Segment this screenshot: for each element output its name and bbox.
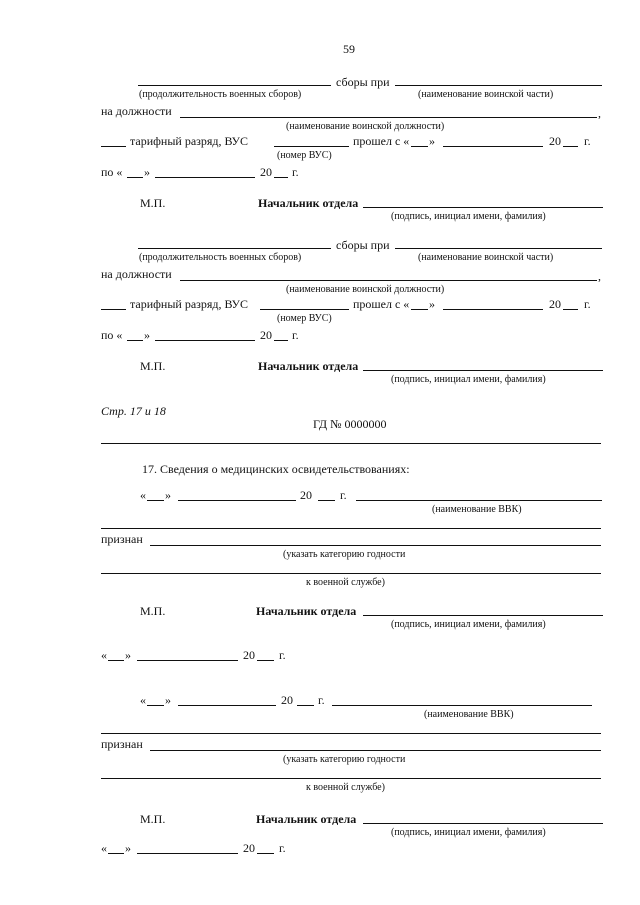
year-field[interactable] [318,500,335,501]
vvk-caption: (наименование ВВК) [424,709,514,720]
month-field[interactable] [178,705,276,706]
header-rule [101,443,601,444]
day-field[interactable] [411,309,428,310]
vus-caption: (номер ВУС) [277,150,332,161]
duration-caption: (продолжительность военных сборов) [139,252,302,263]
year-g: г. [279,648,286,662]
na-dolzhnosti-label: на должности [101,267,172,281]
category-caption: (указать категорию годности [283,549,406,560]
date-month-field[interactable] [137,853,238,854]
position-field[interactable] [180,280,597,281]
month-field[interactable] [443,309,543,310]
service-caption: к военной службе) [306,782,385,793]
priznan-label: признан [101,737,143,751]
quote-open: « [140,488,146,502]
quote-close: » [429,134,435,148]
po-label: по « [101,328,123,342]
chief-label: Начальник отдела [258,359,359,373]
year-g: г. [340,488,347,502]
year-20: 20 [281,693,293,707]
signature-field[interactable] [363,207,603,208]
year-g: г. [584,297,591,311]
year-field[interactable] [563,309,578,310]
date-year-field[interactable] [257,853,274,854]
signature-field[interactable] [363,370,603,371]
stamp-mp: М.П. [140,812,166,826]
tarif-label: тарифный разряд, ВУС [130,297,249,311]
comma: , [598,269,601,283]
quote-close: » [125,648,131,662]
category-field-2[interactable] [101,778,601,779]
section-heading: 17. Сведения о медицинских освидетельствованиях: [142,462,410,476]
vvk-field[interactable] [332,705,592,706]
date-day-field[interactable] [108,853,124,854]
duration-field[interactable] [138,85,331,86]
month-field[interactable] [443,146,543,147]
chief-label: Начальник отдела [258,196,359,210]
service-caption: к военной службе) [306,577,385,588]
signature-caption: (подпись, инициал имени, фамилия) [391,374,546,385]
vvk-field[interactable] [356,500,602,501]
po-year-field[interactable] [274,340,288,341]
po-quote-close: » [144,328,150,342]
proshel-label: прошел с « [353,297,410,311]
po-year-20: 20 [260,328,272,342]
duration-caption: (продолжительность военных сборов) [139,89,302,100]
date-month-field[interactable] [137,660,238,661]
position-caption: (наименование воинской должности) [286,121,445,132]
sbory-pri-label: сборы при [336,238,390,252]
year-20: 20 [243,841,255,855]
sbory-pri-label: сборы при [336,75,390,89]
po-month-field[interactable] [155,177,255,178]
po-year-field[interactable] [274,177,288,178]
year-g: г. [584,134,591,148]
month-field[interactable] [178,500,296,501]
date-year-field[interactable] [257,660,274,661]
position-field[interactable] [180,117,597,118]
chief-label: Начальник отдела [256,604,357,618]
year-field[interactable] [563,146,578,147]
stamp-mp: М.П. [140,196,166,210]
year-20: 20 [549,297,561,311]
proshel-label: прошел с « [353,134,410,148]
year-g: г. [279,841,286,855]
page-reference: Стр. 17 и 18 [101,404,166,418]
tarif-field[interactable] [101,309,126,310]
vvk-caption: (наименование ВВК) [432,504,522,515]
vus-field[interactable] [260,309,349,310]
po-year-20: 20 [260,165,272,179]
unit-field[interactable] [395,248,602,249]
quote-close: » [125,841,131,855]
tarif-field[interactable] [101,146,126,147]
day-field[interactable] [147,705,164,706]
day-field[interactable] [411,146,428,147]
quote-open: « [140,693,146,707]
unit-caption: (наименование воинской части) [418,89,554,100]
year-g: г. [318,693,325,707]
position-caption: (наименование воинской должности) [286,284,445,295]
vus-field[interactable] [274,146,349,147]
po-year-g: г. [292,165,299,179]
year-20: 20 [549,134,561,148]
comma: , [598,106,601,120]
po-day-field[interactable] [127,340,143,341]
chief-label: Начальник отдела [256,812,357,826]
tarif-label: тарифный разряд, ВУС [130,134,249,148]
page-number: 59 [343,42,355,56]
day-field[interactable] [147,500,164,501]
category-field[interactable] [150,750,601,751]
po-label: по « [101,165,123,179]
quote-open: « [101,841,107,855]
quote-close: » [165,693,171,707]
signature-caption: (подпись, инициал имени, фамилия) [391,827,546,838]
unit-caption: (наименование воинской части) [418,252,554,263]
po-day-field[interactable] [127,177,143,178]
duration-field[interactable] [138,248,331,249]
category-field-2[interactable] [101,573,601,574]
signature-field[interactable] [363,823,603,824]
signature-caption: (подпись, инициал имени, фамилия) [391,211,546,222]
vus-caption: (номер ВУС) [277,313,332,324]
signature-caption: (подпись, инициал имени, фамилия) [391,619,546,630]
quote-close: » [165,488,171,502]
date-day-field[interactable] [108,660,124,661]
po-quote-close: » [144,165,150,179]
extra-line[interactable] [101,528,601,529]
priznan-label: признан [101,532,143,546]
year-20: 20 [300,488,312,502]
na-dolzhnosti-label: на должности [101,104,172,118]
year-20: 20 [243,648,255,662]
category-caption: (указать категорию годности [283,754,406,765]
document-number: ГД № 0000000 [313,417,387,431]
quote-open: « [101,648,107,662]
stamp-mp: М.П. [140,359,166,373]
signature-field[interactable] [363,615,603,616]
category-field[interactable] [150,545,601,546]
quote-close: » [429,297,435,311]
year-field[interactable] [297,705,314,706]
po-year-g: г. [292,328,299,342]
unit-field[interactable] [395,85,602,86]
po-month-field[interactable] [155,340,255,341]
extra-line[interactable] [101,733,601,734]
stamp-mp: М.П. [140,604,166,618]
